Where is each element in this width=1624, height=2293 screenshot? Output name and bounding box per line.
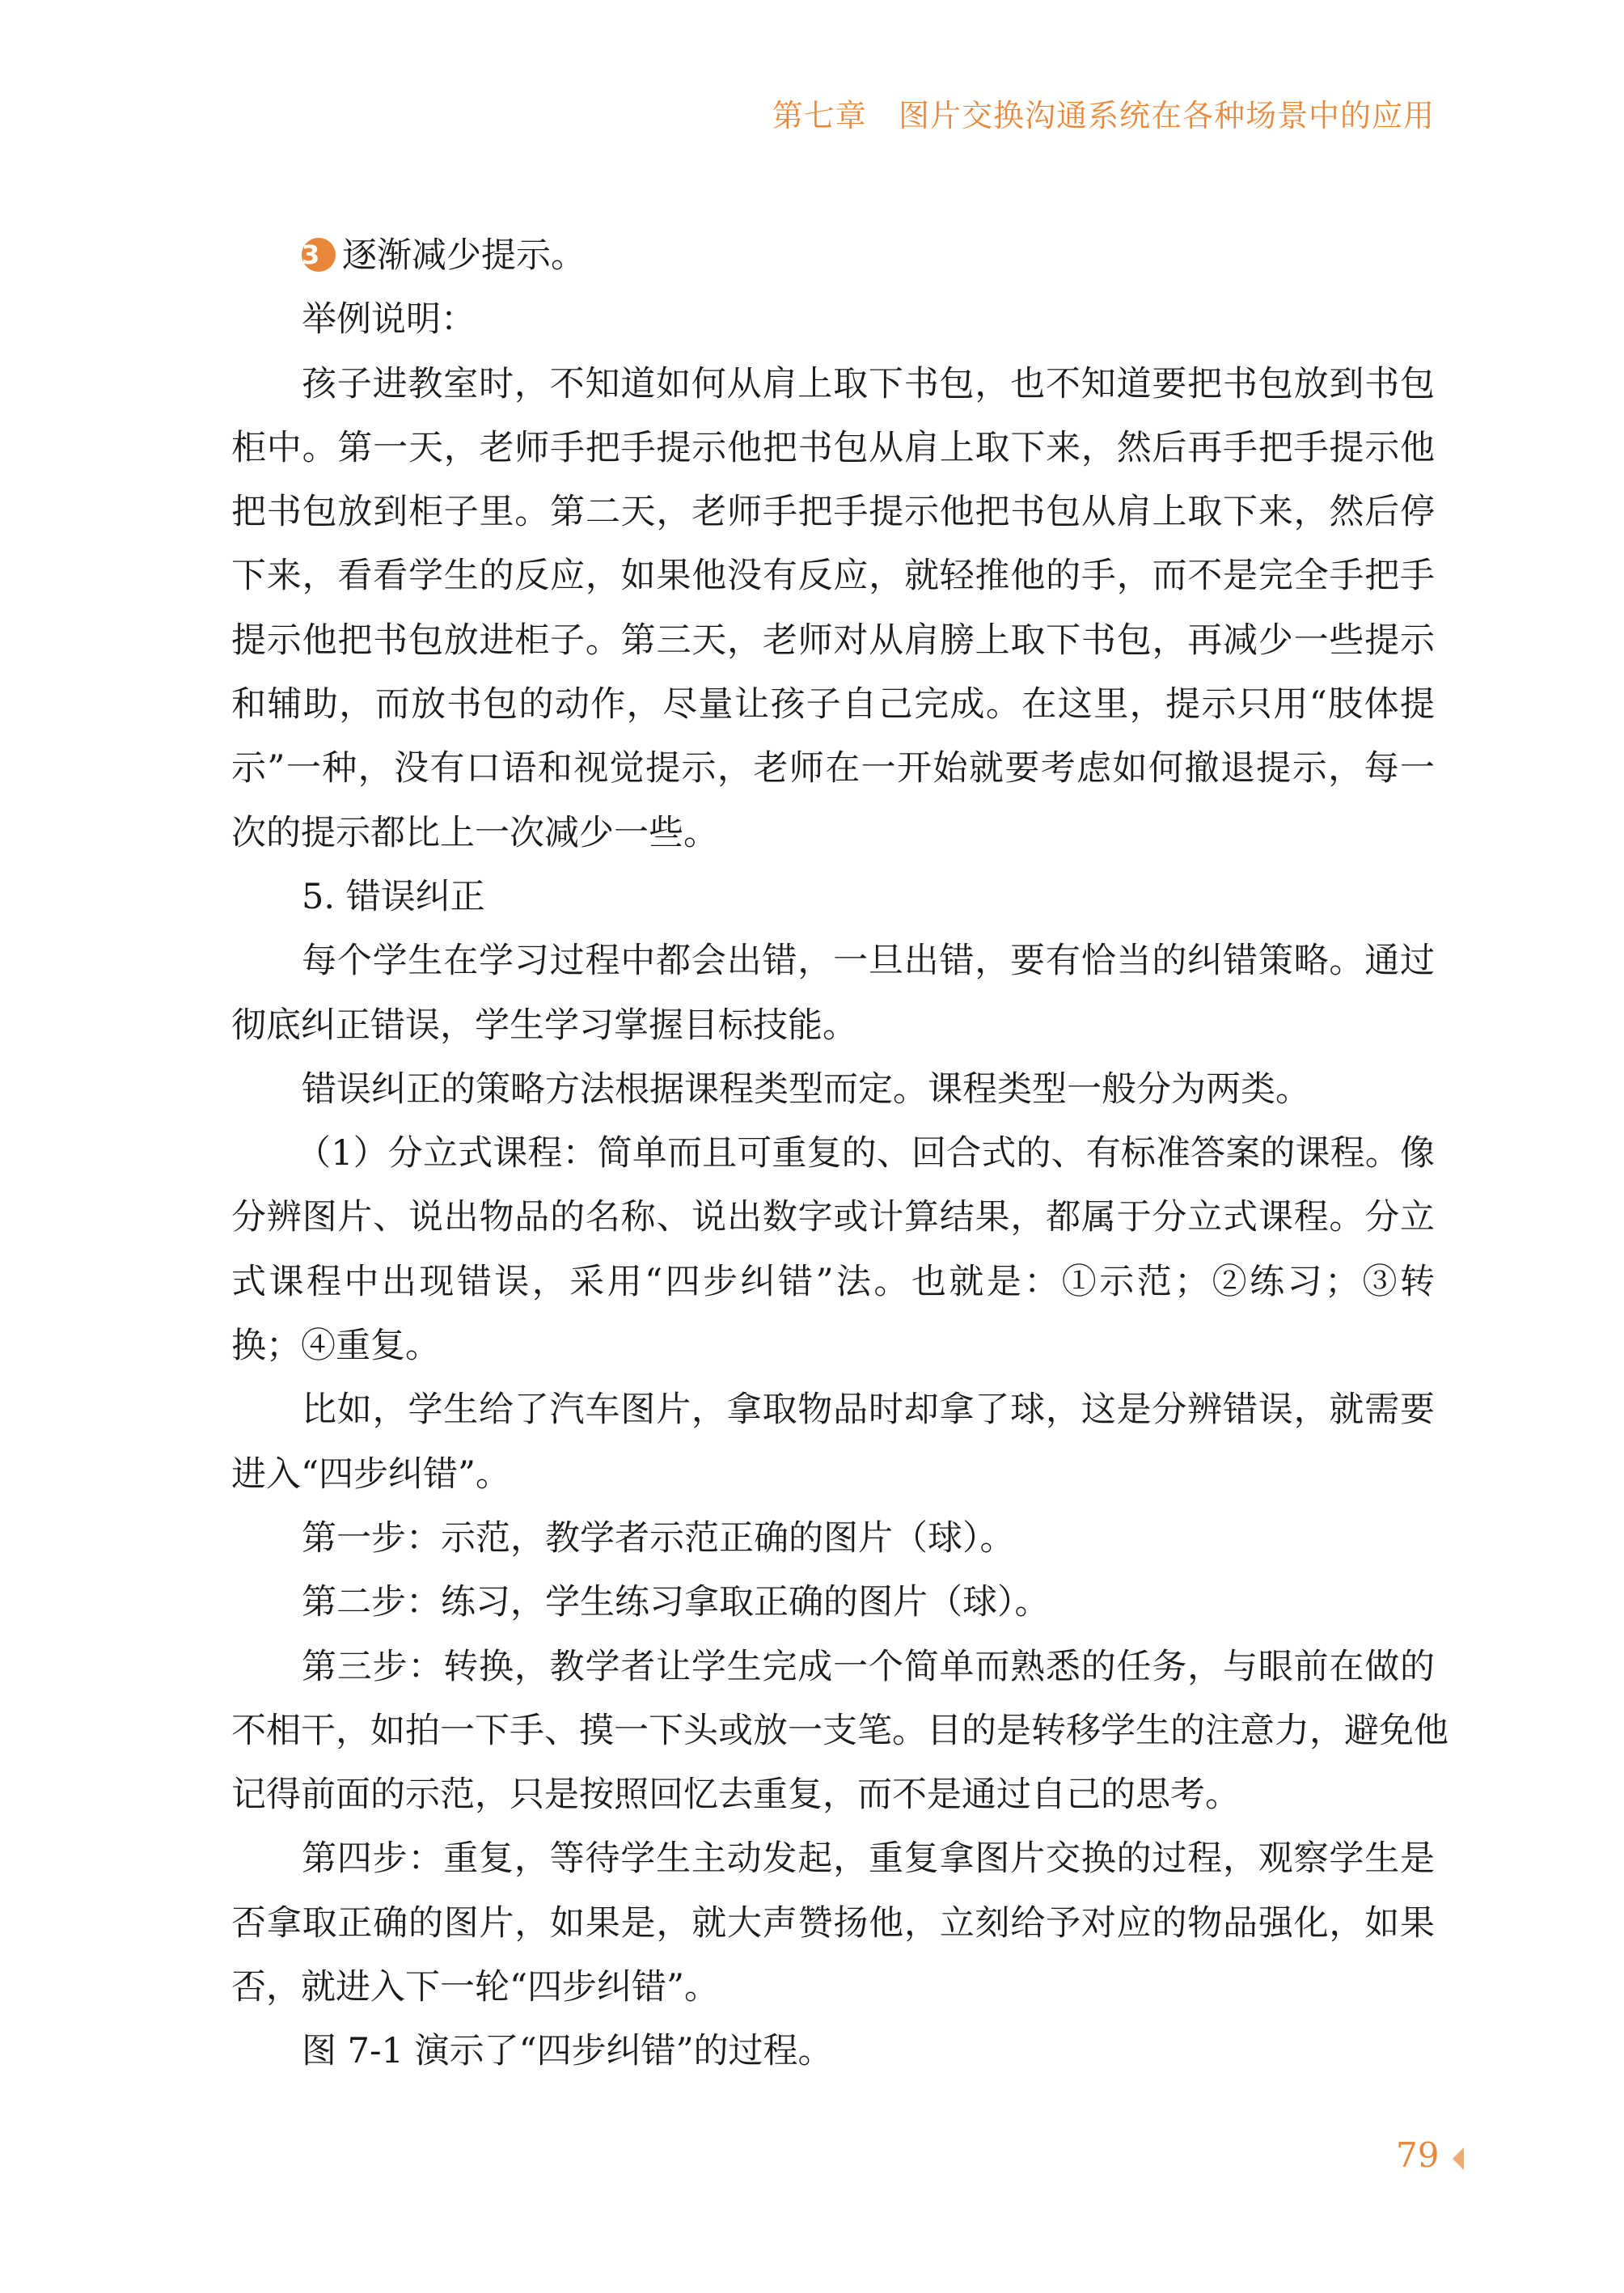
line-text: 分辨图片、说出物品的名称、说出数字或计算结果，都属于分立式课程。分立: [231, 1197, 1435, 1238]
line-text: 孩子进教室时，不知道如何从肩上取下书包，也不知道要把书包放到书包: [302, 363, 1435, 404]
text-line: [231, 1507, 1435, 1571]
text-line: [231, 1378, 1435, 1442]
line-text: 记得前面的示范，只是按照回忆去重复，而不是通过自己的思考。: [231, 1775, 1240, 1816]
page-number: 79: [1396, 2135, 1440, 2175]
step-number-badge-icon: 3: [302, 238, 336, 272]
page-marker-triangle-icon: [1453, 2147, 1464, 2170]
paragraph: [231, 2020, 1435, 2084]
line-text: 进入“四步纠错”。: [231, 1453, 510, 1495]
text-line: [231, 802, 1435, 865]
text-line: [231, 1250, 1435, 1314]
line-text: （1）分立式课程：简单而且可重复的、回合式的、有标准答案的课程。像: [296, 1133, 1435, 1174]
text-line: [231, 1827, 1435, 1891]
text-line: [231, 353, 1435, 417]
paragraph: [231, 1507, 1435, 1571]
text-line: [231, 1571, 1435, 1635]
paragraph: [231, 929, 1435, 1058]
text-line: [231, 1443, 1435, 1507]
paragraph: [231, 1378, 1435, 1507]
line-text: 和辅助，而放书包的动作，尽量让孩子自己完成。在这里，提示只用“肢体提: [231, 684, 1435, 726]
line-text: 错误纠正的策略方法根据课程类型而定。课程类型一般分为两类。: [302, 1068, 1310, 1110]
paragraph: [231, 1122, 1435, 1378]
text-line: [231, 1892, 1435, 1956]
text-line: [231, 929, 1435, 993]
text-line: [231, 865, 1435, 929]
line-text: 换；④重复。: [231, 1326, 440, 1367]
paragraph: [231, 1571, 1435, 1635]
text-line: [231, 609, 1435, 673]
paragraph: [231, 353, 1435, 865]
paragraph: [231, 1635, 1448, 1828]
text-line: [231, 1058, 1435, 1122]
text-line: [231, 2020, 1435, 2084]
line-text: 否拿取正确的图片，如果是，就大声赞扬他，立刻给予对应的物品强化，如果: [231, 1902, 1435, 1944]
line-text: 第三步：转换，教学者让学生完成一个简单而熟悉的任务，与眼前在做的: [302, 1646, 1435, 1687]
body-text: [231, 224, 1448, 2084]
line-text: 比如，学生给了汽车图片，拿取物品时却拿了球，这是分辨错误，就需要: [302, 1390, 1435, 1431]
chapter-title: 图片交换沟通系统在各种场景中的应用: [898, 98, 1435, 133]
line-text: 否，就进入下一轮“四步纠错”。: [231, 1967, 719, 2008]
line-text: 把书包放到柜子里。第二天，老师手把手提示他把书包从肩上取下来，然后停: [231, 492, 1435, 533]
line-text: 第一步：示范，教学者示范正确的图片（球）。: [302, 1517, 1015, 1559]
text-line: [231, 417, 1435, 480]
text-line: [231, 1314, 1435, 1378]
line-text: 第二步：练习，学生练习拿取正确的图片（球）。: [302, 1582, 1050, 1623]
paragraph: [231, 1827, 1435, 2020]
line-text: 式课程中出现错误，采用“四步纠错”法。也就是：①示范；②练习；③转: [231, 1261, 1435, 1302]
text-line: [231, 288, 1435, 352]
line-text: 下来，看看学生的反应，如果他没有反应，就轻推他的手，而不是完全手把手: [231, 556, 1435, 597]
chapter-number: 第七章: [772, 98, 867, 133]
text-line: [231, 1699, 1448, 1763]
line-text: 提示他把书包放进柜子。第三天，老师对从肩膀上取下书包，再减少一些提示: [231, 620, 1435, 661]
line-text: 彻底纠正错误，学生学习掌握目标技能。: [231, 1005, 857, 1046]
text-line: [231, 544, 1435, 608]
line-text: 次的提示都比上一次减少一些。: [231, 812, 718, 853]
paragraph: [231, 1058, 1435, 1122]
text-line: [231, 673, 1435, 737]
text-line: [231, 1956, 1435, 2020]
text-line: [231, 1186, 1435, 1250]
text-line: [231, 994, 1435, 1058]
line-text: 图 7-1 演示了“四步纠错”的过程。: [302, 2031, 833, 2072]
text-line: [231, 1763, 1435, 1827]
line-text: 示”一种，没有口语和视觉提示，老师在一开始就要考虑如何撤退提示，每一: [231, 748, 1435, 789]
text-line: [231, 224, 1435, 288]
paragraph: [231, 865, 1435, 929]
text-line: [231, 1122, 1435, 1186]
line-text: 每个学生在学习过程中都会出错，一旦出错，要有恰当的纠错策略。通过: [302, 941, 1435, 982]
line-text: 举例说明：: [302, 299, 476, 341]
line-text: 5. 错误纠正: [302, 876, 485, 917]
paragraph: [231, 224, 1435, 288]
line-text: 柜中。第一天，老师手把手提示他把书包从肩上取下来，然后再手把手提示他: [231, 427, 1435, 468]
line-text: 不相干，如拍一下手、摸一下头或放一支笔。目的是转移学生的注意力，避免他: [231, 1710, 1448, 1751]
line-text: 第四步：重复，等待学生主动发起，重复拿图片交换的过程，观察学生是: [302, 1838, 1435, 1880]
line-text: 逐渐减少提示。: [342, 235, 586, 276]
text-line: [231, 737, 1435, 801]
running-header: [772, 91, 1435, 135]
text-line: [231, 480, 1435, 544]
text-line: [231, 1635, 1435, 1699]
paragraph: [231, 288, 1435, 352]
